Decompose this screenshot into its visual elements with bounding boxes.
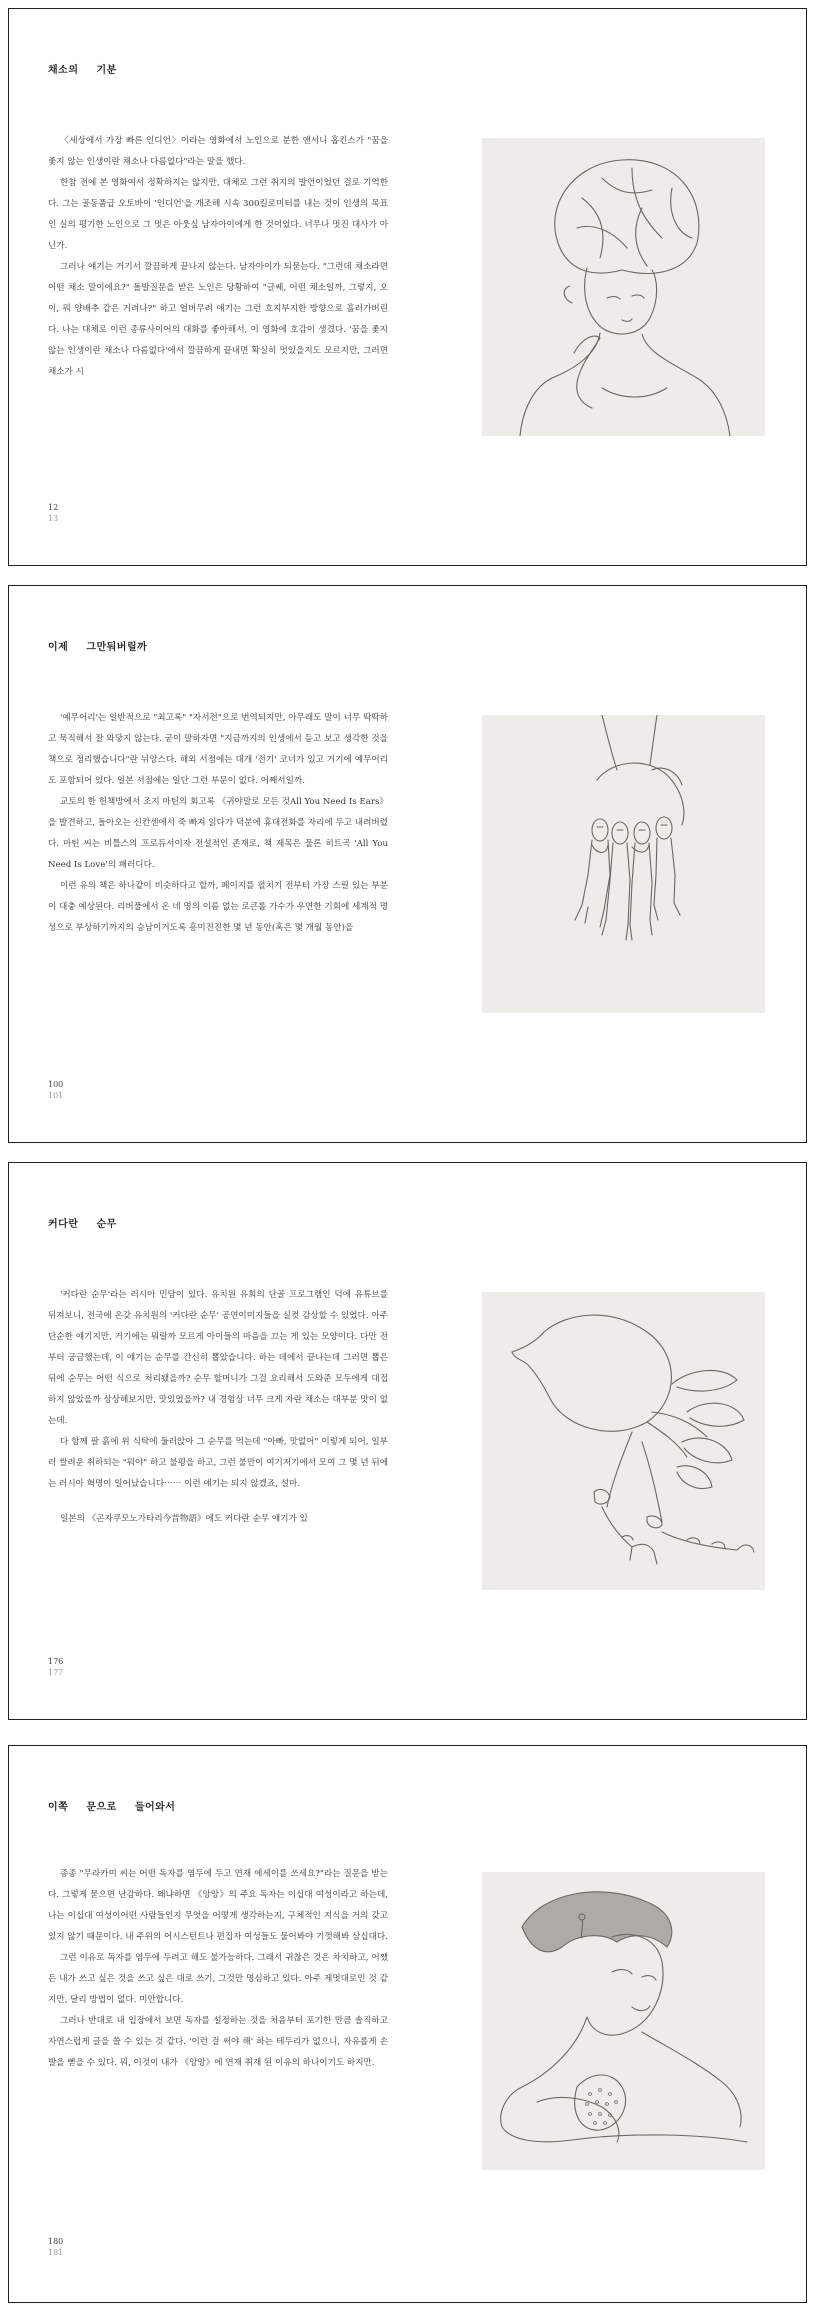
- paragraph: 종종 "무라카미 씨는 어떤 독자를 염두에 두고 연재 에세이를 쓰세요?"라는 질문을 받는다. 그렇게 묻으면 난감하다. 왜냐하면 《앙앙》의 주요 독자는 이십대 여성이라고 하는데, 나는 이십대 여성이어떤 사람들인지 무엇을 어떻게 생각하는지, 구체적인 지식을 거의 갖고 있지 않기 때문이다. 내 주위의 어시스턴트나 편집자 여성들도 물어봐야 기껏해봐 삼십대다.: [48, 1869, 388, 1942]
- body-text: [48, 708, 388, 939]
- book-spread-1: [8, 8, 807, 566]
- illustration-hand-puppets: [482, 715, 765, 1013]
- book-spread-3: [8, 1162, 807, 1720]
- page-number-left: 180: [48, 2237, 64, 2246]
- page-numbers: [48, 1656, 63, 1678]
- page-numbers: [48, 502, 58, 524]
- page-number-left: 100: [48, 1080, 64, 1089]
- paragraph: 한참 전에 본 영화여서 정확하지는 않지만, 대체로 그런 취지의 발언이었던 걸로 기억한다. 그는 골동품급 오토바이 '인디언'을 개조해 시속 300킬로미터를 내는 것이 인생의 목표인 실의 평기한 노인으로 그 멋은 아웃싶 남자아이에게 한 것이었다. 너무나 멋진 대사가 아닌가.: [48, 178, 388, 251]
- page-numbers: [48, 1079, 63, 1101]
- paragraph: 그러나 반대로 내 입장에서 보면 독자를 설정하는 것을 처음부터 포기한 만큼 솔직하고 자연스럽게 글을 쓸 수 있는 것 같다. '이런 걸 써야 해' 하는 테두리가 없으니, 자유롭게 손발을 뻗을 수 있다. 뭐, 이것이 내가 《앙앙》에 연재 취재 된 이유의 하나이기도 하지만.: [48, 2016, 388, 2068]
- chapter-title: 이제 그만둬버릴까: [48, 642, 148, 653]
- page-number-left: 12: [48, 503, 59, 512]
- paragraph: 그러나 얘기는 거기서 깔끔하게 끝나지 않는다. 남자아이가 되묻는다. "그런데 채소라면 어떤 채소 말이에요?" 돌발질문을 받은 노인은 당황하여 "글쎄, 어떤 채소일까, 그렇지, 오이, 뭐 양배추 같은 거려나?" 하고 얼버무려 얘기는 그런 흐지부지한 방향으로 흘러가버린다. 나는 대체로 이런 종류사이어의 대화를 좋아해서, 이 영화에 호감이 생겼다. '꿈을 좇지 않는 인생이란 채소나 다름없다'에서 깔끔하게 끝내면 확실히 멋있을지도 모르지만, 그러면 채소가 시: [48, 262, 388, 377]
- page-number-right: 177: [48, 1668, 64, 1677]
- body-text: [48, 131, 388, 383]
- paragraph: '예무어리'는 일반적으로 "최고록" "자서전"으로 번역되지만, 아무래도 말이 너무 딱딱하고 묵직해서 잘 와닿지 않는다. 굳이 말하자면 "지금까지의 인생에서 듣고 보고 생각한 것을 책으로 정리했습니다"란 뉘앙스다. 해외 서점에는 대개 '전기' 코너가 있고 거기에 예무어리도 포함되어 있다. 일본 서점에는 일단 그런 부문이 없다. 어째서일까.: [48, 713, 388, 786]
- page-number-right: 101: [48, 1091, 64, 1100]
- page-number-right: 181: [48, 2248, 64, 2257]
- paragraph: 〈세상에서 가장 빠른 인디언〉이라는 영화에서 노인으로 분한 앤서니 홉킨스가 "꿈을 좇지 않는 인생이란 채소나 다름없다"라는 말을 했다.: [48, 136, 388, 167]
- paragraph: '커다란 순무'라는 러시아 민담이 있다. 유치원 유희의 단골 프로그램인 덕에 유튜브를 뒤져보니, 전국에 온갖 유치원의 '커다란 순무' 공연이미지들을 실컷 감상할 수 있었다. 아주 단순한 얘기지만, 거기에는 뭐랄까 모르게 아이들의 마음을 끄는 게 있는 모양이다. 다만 전부터 궁금했는데, 이 얘기는 순무를 간신히 뽑았습니다. 하는 데에서 끝나는데 그러면 뽑은 뒤에 순무는 어떤 식으로 처리됐을까? 순무 할머니가 그걸 요리해서 도와준 모두에게 대접하지 않았을까 상상해보지만, 맛있었을까? 내 경험상 너무 크게 자란 채소는 대부분 맛이 없는데.: [48, 1290, 388, 1426]
- body-text: [48, 1864, 388, 2074]
- chapter-title: 커다란 순무: [48, 1219, 117, 1230]
- body-text: [48, 1285, 388, 1530]
- illustration-reclining-woman-strawberry: [482, 1872, 765, 2170]
- paragraph: 이런 유의 책은 하나같이 비슷하다고 할까, 페이지를 펼치기 전부터 가장 스릴 있는 부분이 대충 예상된다. 리버풀에서 온 네 명의 이름 없는 로큰롤 가수가 우연한 기회에 세계적 명성으로 부상하기까지의 승남이거도록 흥미진진한 몇 년 동안(혹은 몇 개월 동안)을: [48, 881, 388, 933]
- paragraph: 일본의 《곤자쿠모노가타리今昔物語》에도 커다란 순무 얘기가 있: [60, 1514, 308, 1524]
- page-number-right: 13: [48, 514, 59, 523]
- book-spread-2: [8, 585, 807, 1143]
- page-number-left: 176: [48, 1657, 64, 1666]
- illustration-cabbage-head-woman: [482, 138, 765, 436]
- book-spread-4: [8, 1745, 807, 2303]
- chapter-title: 채소의 기분: [48, 65, 117, 76]
- chapter-title: 이쪽 문으로 들어와서: [48, 1802, 176, 1813]
- paragraph: 그런 이유로 독자를 염두에 두려고 해도 불가능하다. 그래서 귀찮은 것은 차치하고, 어쨌든 내가 쓰고 싶은 것을 쓰고 싶은 대로 쓰기, 그것만 명심하고 있다. 아주 제멋대로인 것 같지만, 달리 방법이 없다. 미안합니다.: [48, 1953, 388, 2005]
- illustration-giant-turnip: [482, 1292, 765, 1590]
- paragraph: 교토의 한 헌책방에서 조지 마틴의 회고록 《귀야말로 모든 것All You Need Is Ears》을 발견하고, 돌아오는 신칸센에서 죽 빠져 읽다가 덕분에 휴대전화를 자리에 두고 내려버렸다. 마틴 씨는 비틀스의 프로듀서이자 전설적인 존재로, 책 제목은 물론 히트곡 'All You Need Is Love'의 패러디다.: [48, 797, 388, 870]
- page-numbers: [48, 2236, 63, 2258]
- paragraph: 다 함께 팔 흙에 위 식탁에 둘러앉아 그 순무를 먹는데 "아빠, 맛없어" 이렇게 되어, 일부러 쌀려운 취하되는 "뭐야" 하고 불평을 하고, 그런 불만이 여기저기에서 모여 그 몇 년 뒤에는 러시아 혁명이 일어났습니다⋯⋯ 이런 얘기는 되지 않겠죠, 설마.: [48, 1437, 388, 1489]
